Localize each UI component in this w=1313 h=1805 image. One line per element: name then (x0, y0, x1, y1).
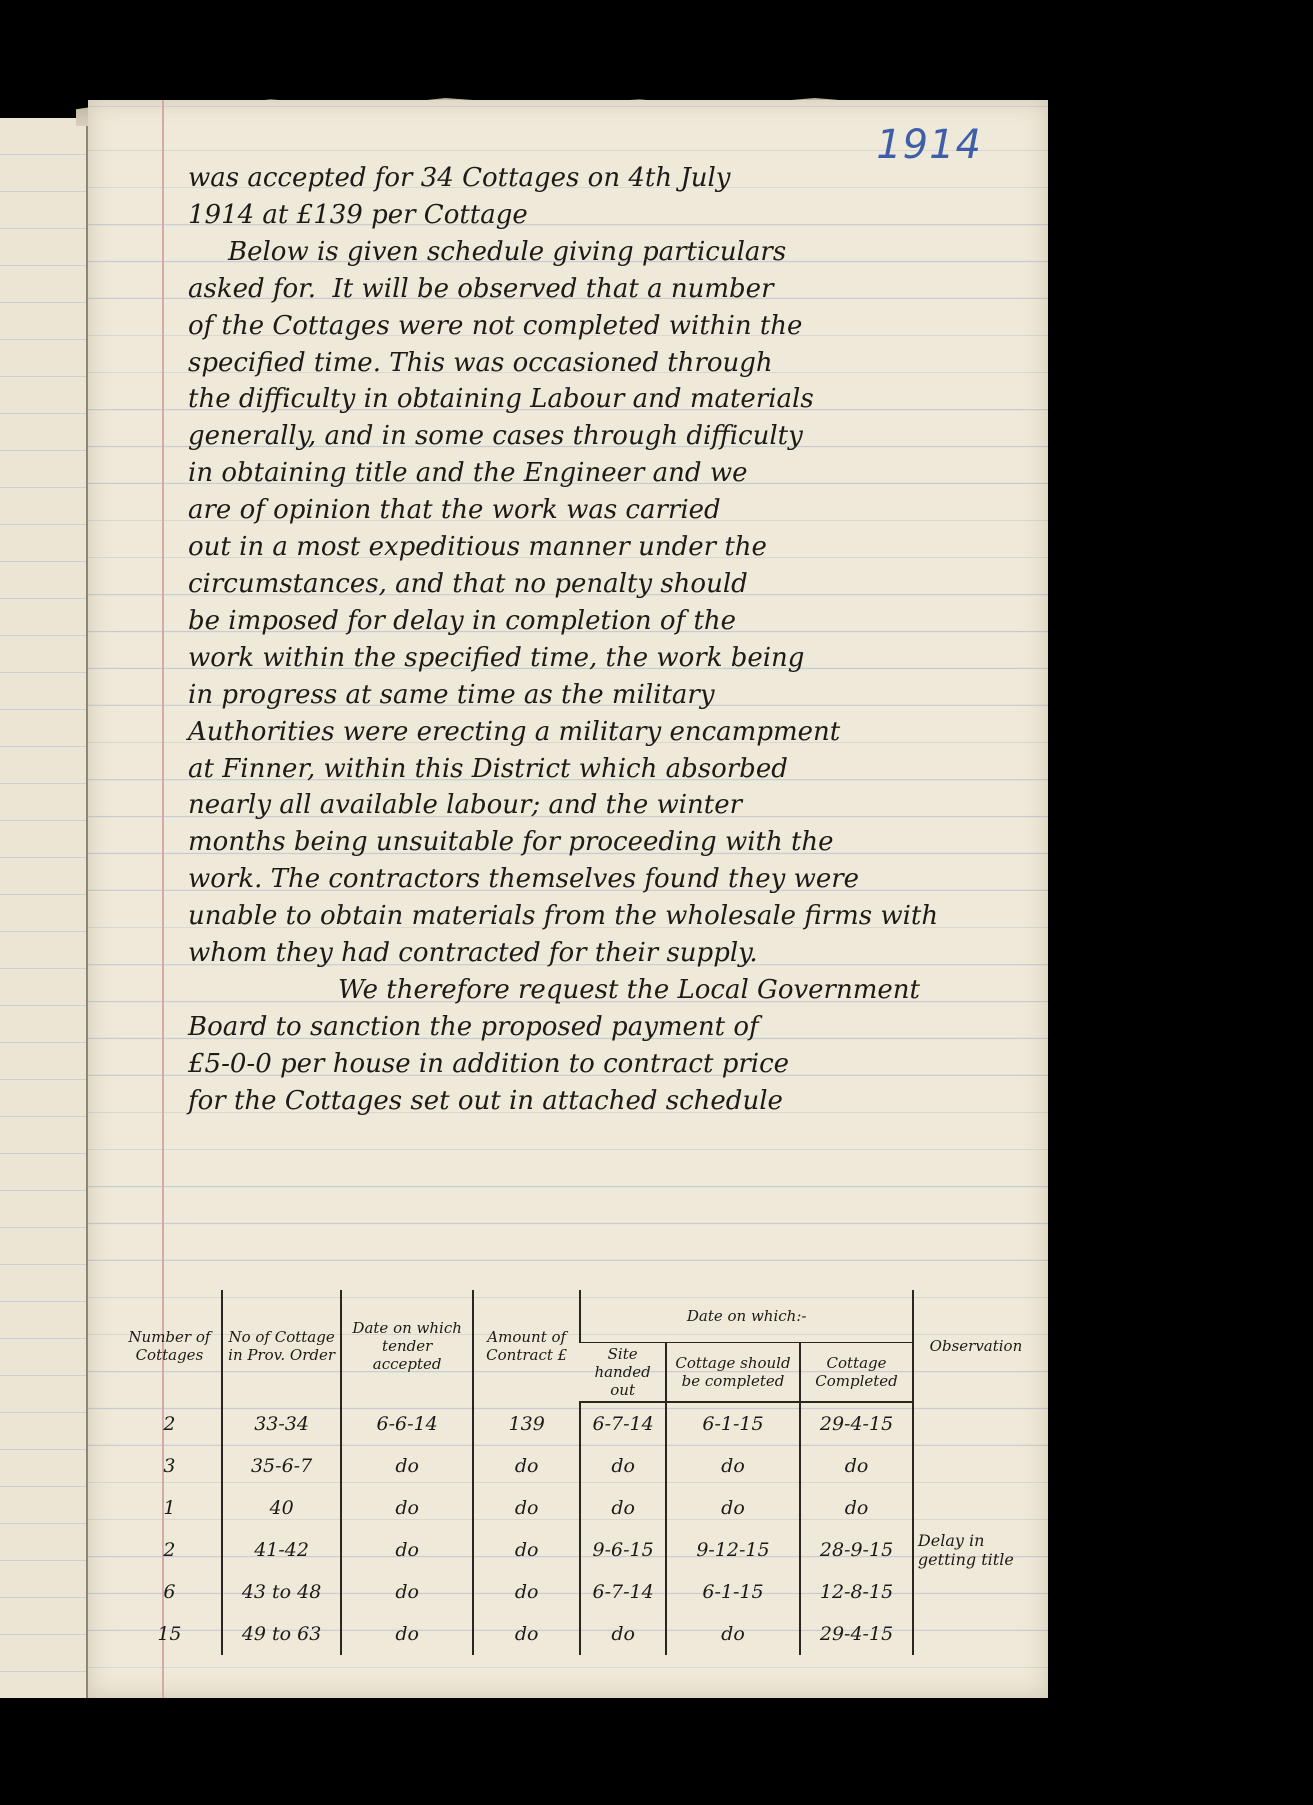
cell-should: 6-1-15 (666, 1571, 800, 1613)
text-line: circumstances, and that no penalty should (188, 568, 748, 599)
table-row (118, 1402, 1038, 1445)
header-contract-amount: Amount of Contract £ (473, 1290, 580, 1402)
cell-number: 2 (163, 1412, 176, 1435)
cell-tender: do (341, 1613, 473, 1655)
header-tender-date: Date on which tender accepted (341, 1290, 473, 1402)
header-observation: Observation (913, 1290, 1038, 1402)
facing-page-edge (0, 118, 89, 1698)
cottage-schedule (118, 1290, 1038, 1655)
cell-nos: 33-34 (222, 1402, 341, 1445)
cell-site: 6-7-14 (580, 1402, 665, 1445)
text-line: be imposed for delay in completion of the (188, 605, 737, 636)
text-line: nearly all available labour; and the winter (188, 790, 743, 821)
cell-tender: do (341, 1529, 473, 1571)
cell-site: 9-6-15 (580, 1529, 665, 1571)
table-row (118, 1445, 1038, 1487)
schedule-table (118, 1290, 1038, 1655)
header-date-group: Date on which:- (580, 1290, 913, 1343)
table-row (118, 1529, 1038, 1571)
ledger-page (88, 100, 1048, 1698)
cell-obs (913, 1487, 1038, 1529)
cell-should: do (666, 1445, 800, 1487)
cell-number: 6 (163, 1581, 176, 1603)
cell-should: 6-1-15 (666, 1402, 800, 1445)
cell-number: 2 (163, 1539, 176, 1561)
cell-number: 3 (163, 1455, 176, 1477)
text-line: Board to sanction the proposed payment of (188, 1011, 759, 1042)
text-line: asked for. It will be observed that a number (188, 273, 774, 304)
cell-amount: do (473, 1487, 580, 1529)
text-line: Authorities were erecting a military encampment (188, 716, 841, 747)
text-line: We therefore request the Local Government (338, 974, 920, 1005)
header-completed: Cottage Completed (800, 1343, 913, 1403)
cell-amount: do (473, 1529, 580, 1571)
cell-number: 15 (157, 1623, 182, 1645)
cell-completed: 12-8-15 (800, 1571, 913, 1613)
cell-site: do (580, 1613, 665, 1655)
text-line: at Finner, within this District which absorbed (188, 753, 788, 784)
text-line: in obtaining title and the Engineer and we (188, 458, 748, 489)
table-row (118, 1571, 1038, 1613)
text-line: specified time. This was occasioned through (188, 347, 773, 378)
handwritten-letter-body (188, 160, 1008, 1120)
text-line: £5-0-0 per house in addition to contract price (188, 1048, 790, 1079)
cell-completed: do (800, 1445, 913, 1487)
cell-tender: do (341, 1571, 473, 1613)
cell-completed: 28-9-15 (800, 1529, 913, 1571)
text-line: whom they had contracted for their supply. (188, 938, 758, 969)
text-line: unable to obtain materials from the wholesale firms with (188, 901, 939, 932)
text-line: for the Cottages set out in attached schedule (188, 1085, 783, 1116)
cell-site: do (580, 1487, 665, 1529)
text-line: of the Cottages were not completed within the (188, 310, 803, 341)
cell-amount: do (473, 1571, 580, 1613)
header-should-be-completed: Cottage should be completed (666, 1343, 800, 1403)
text-line: work within the specified time, the work being (188, 642, 805, 673)
text-line: Below is given schedule giving particulars (228, 236, 787, 267)
cell-amount: do (473, 1613, 580, 1655)
cell-obs (913, 1402, 1038, 1445)
page-folio-number: 1914 (876, 122, 982, 168)
cell-completed: do (800, 1487, 913, 1529)
cell-site: do (580, 1445, 665, 1487)
text-line: generally, and in some cases through difficulty (188, 421, 803, 452)
text-line: work. The contractors themselves found they were (188, 864, 860, 895)
table-row (118, 1487, 1038, 1529)
cell-obs (913, 1445, 1038, 1487)
cell-obs (913, 1571, 1038, 1613)
text-line: 1914 at £139 per Cottage (188, 199, 528, 230)
cell-completed: 29-4-15 (800, 1402, 913, 1445)
text-line: months being unsuitable for proceeding with the (188, 827, 834, 858)
header-cottage-nos: No of Cottage in Prov. Order (222, 1290, 341, 1402)
text-line: out in a most expeditious manner under the (188, 532, 767, 563)
cell-number: 1 (163, 1497, 176, 1519)
header-number-of-cottages: Number of Cottages (128, 1328, 211, 1364)
cell-should: do (666, 1613, 800, 1655)
cell-amount: do (473, 1445, 580, 1487)
header-site-handed-out: Site handed out (580, 1343, 665, 1403)
text-line: was accepted for 34 Cottages on 4th July (188, 163, 731, 193)
cell-completed: 29-4-15 (800, 1613, 913, 1655)
cell-nos: 40 (222, 1487, 341, 1529)
cell-tender: 6-6-14 (341, 1402, 473, 1445)
cell-nos: 41-42 (222, 1529, 341, 1571)
text-line: in progress at same time as the military (188, 679, 715, 710)
cell-site: 6-7-14 (580, 1571, 665, 1613)
cell-tender: do (341, 1487, 473, 1529)
cell-nos: 43 to 48 (222, 1571, 341, 1613)
cell-should: 9-12-15 (666, 1529, 800, 1571)
cell-should: do (666, 1487, 800, 1529)
cell-obs: Delay in getting title (913, 1529, 1038, 1571)
text-line: the difficulty in obtaining Labour and materials (188, 384, 814, 415)
text-line: are of opinion that the work was carried (188, 495, 721, 526)
cell-nos: 49 to 63 (222, 1613, 341, 1655)
cell-obs (913, 1613, 1038, 1655)
cell-nos: 35-6-7 (222, 1445, 341, 1487)
cell-tender: do (341, 1445, 473, 1487)
cell-amount: 139 (473, 1402, 580, 1445)
table-row (118, 1613, 1038, 1655)
